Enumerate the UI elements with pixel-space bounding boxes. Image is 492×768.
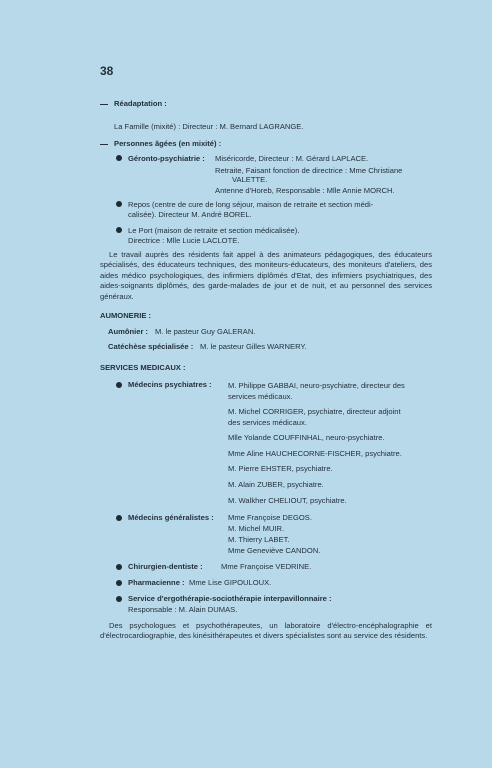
psychiatre-line: M. Pierre EHSTER, psychiatre.	[228, 464, 333, 473]
pharmacienne-value: Mme Lise GIPOULOUX.	[189, 578, 272, 587]
chirurgien-value: Mme Françoise VEDRINE.	[221, 562, 312, 571]
bullet-icon	[116, 227, 122, 233]
psychiatre-line: M. Alain ZUBER, psychiatre.	[228, 480, 324, 489]
catechese-label: Catéchèse spécialisée :	[108, 342, 194, 351]
bullet-icon	[116, 564, 122, 570]
ergo-value: Responsable : M. Alain DUMAS.	[128, 605, 238, 614]
bullet-icon	[116, 596, 122, 602]
generalistes-label: Médecins généralistes :	[128, 513, 214, 522]
port-line-2: Directrice : Mlle Lucie LACLOTE.	[128, 236, 240, 245]
dash-marker	[100, 104, 108, 105]
page-number: 38	[100, 64, 114, 78]
ergo-label: Service d'ergothérapie-sociothérapie interpavillonnaire :	[128, 594, 332, 603]
generaliste-line: Mme Geneviève CANDON.	[228, 546, 321, 555]
psychiatre-line: M. Michel CORRIGER, psychiatre, directeur adjoint	[228, 407, 401, 416]
psychiatre-line: M. Philippe GABBAI, neuro-psychiatre, directeur des	[228, 381, 405, 390]
psychiatre-line: services médicaux.	[228, 392, 293, 401]
aumonerie-heading: AUMONERIE :	[100, 311, 152, 320]
aumonier-label: Aumônier :	[108, 327, 149, 336]
generaliste-line: M. Thierry LABET.	[228, 535, 290, 544]
port-line-1: Le Port (maison de retraite et section médicalisée).	[128, 226, 300, 235]
bullet-icon	[116, 201, 122, 207]
readaptation-line: La Famille (mixité) : Directeur : M. Bernard LAGRANGE.	[114, 122, 304, 131]
geronto-label: Géronto-psychiatrie :	[128, 154, 205, 163]
psychiatre-line: M. Walkher CHELIOUT, psychiatre.	[228, 496, 347, 505]
geronto-line-4: Antenne d'Horeb, Responsable : Mlle Annie MORCH.	[215, 186, 395, 195]
services-medicaux-heading: SERVICES MEDICAUX :	[100, 363, 186, 372]
pharmacienne-label: Pharmacienne :	[128, 578, 185, 587]
psychiatre-line: Mme Aline HAUCHECORNE-FISCHER, psychiatre.	[228, 449, 402, 458]
repos-line-2: calisée). Directeur M. André BOREL.	[128, 210, 252, 219]
psychiatre-line: Mlle Yolande COUFFINHAL, neuro-psychiatre.	[228, 433, 385, 442]
aumonier-value: M. le pasteur Guy GALERAN.	[155, 327, 256, 336]
psychiatres-label: Médecins psychiatres :	[128, 380, 212, 389]
dash-marker	[100, 144, 108, 145]
bullet-icon	[116, 580, 122, 586]
personnes-agees-heading: Personnes âgées (en mixité) :	[114, 139, 222, 148]
psychiatre-line: des services médicaux.	[228, 418, 307, 427]
geronto-line-2: Retraite, Faisant fonction de directrice : Mme Christiane	[215, 166, 403, 175]
chirurgien-label: Chirurgien-dentiste :	[128, 562, 203, 571]
bullet-icon	[116, 155, 122, 161]
bullet-icon	[116, 382, 122, 388]
staff-paragraph: Le travail auprès des résidents fait appel à des animateurs pédagogiques, des éducateurs spécialisés, des éducateurs techniques, des moniteurs-éducateurs, des moniteurs d'ateliers, des aides médico psychologiques, des infirmiers diplômés d'Etat, des infirmiers psychiatriques, des aides-soignants diplômés, des garde-malades de jour et de nuit, et au personnel des services généraux.	[100, 250, 432, 301]
repos-line-1: Repos (centre de cure de long séjour, maison de retraite et section médi-	[128, 200, 374, 209]
geronto-line-3: VALETTE.	[232, 175, 268, 184]
generaliste-line: M. Michel MUIR.	[228, 524, 285, 533]
bullet-icon	[116, 515, 122, 521]
geronto-line-1: Miséricorde, Directeur : M. Gérard LAPLACE.	[215, 154, 369, 163]
closing-paragraph: Des psychologues et psychothérapeutes, un laboratoire d'électro-encéphalographie et d'électrocardiographie, des kinésithérapeutes et divers spécialistes sont au service des résidents.	[100, 621, 432, 641]
readaptation-heading: Réadaptation :	[114, 99, 167, 108]
catechese-value: M. le pasteur Gilles WARNERY.	[200, 342, 307, 351]
generaliste-line: Mme Françoise DEGOS.	[228, 513, 312, 522]
